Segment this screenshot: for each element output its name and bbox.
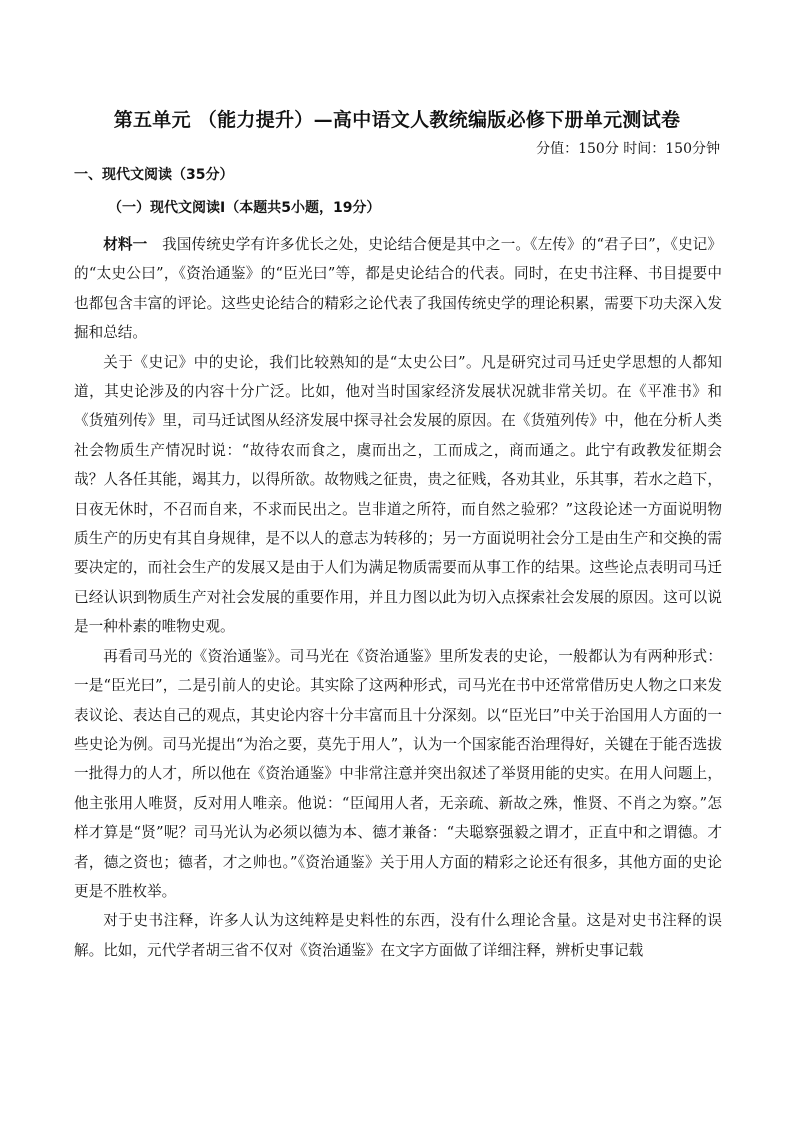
paragraph-3: 再看司马光的《资治通鉴》。司马光在《资治通鉴》里所发表的史论，一般都认为有两种形式：一是“臣光曰”，二是引前人的史论。其实除了这两种形式，司马光在书中还常常借历史人物之口来发表议论、表达自己的观点，其史论内容十分丰富而且十分深刻。以“臣光曰”中关于治国用人方面的一些史论为例。司马光提出“为治之要，莫先于用人”，认为一个国家能否治理得好，关键在于能否选拔一批得力的人才，所以他在《资治通鉴》中非常注意并突出叙述了举贤用能的史实。在用人问题上，他主张用人唯贤，反对用人唯亲。他说：“臣闻用人者，无亲疏、新故之殊，惟贤、不肖之为察。”怎样才算是“贤”呢？司马光认为必须以德为本、德才兼备：“夫聪察强毅之谓才，正直中和之谓德。才者，德之资也；德者，才之帅也。”《资治通鉴》关于用人方面的精彩之论还有很多，其他方面的史论更是不胜枚举。 — [74, 647, 722, 900]
document-title: 第五单元 （能力提升）—高中语文人教统编版必修下册单元测试卷 — [113, 109, 681, 131]
paragraph-1-text: 我国传统史学有许多优长之处，史论结合便是其中之一。《左传》的“君子曰”，《史记》的“太史公曰”，《资治通鉴》的“臣光曰”等，都是史论结合的代表。同时，在史书注释、书目提要中也都包含丰富的评论。这些史论结合的精彩之论代表了我国传统史学的理论积累，需要下功夫深入发掘和总结。 — [74, 236, 722, 342]
section-heading: 一、现代文阅读（35分） — [74, 167, 234, 183]
paragraph-4: 对于史书注释，许多人认为这纯粹是史料性的东西，没有什么理论含量。这是对史书注释的误解。比如，元代学者胡三省不仅对《资治通鉴》在文字方面做了详细注释，辨析史事记载 — [74, 912, 722, 959]
subsection-heading: （一）现代文阅读Ⅰ（本题共5小题，19分） — [108, 200, 381, 216]
score-time-info: 分值：150分 时间：150分钟 — [536, 141, 720, 157]
material-label: 材料一 — [103, 236, 148, 253]
paragraph-1 — [74, 230, 722, 348]
article-body — [74, 230, 722, 965]
paragraph-2: 关于《史记》中的史论，我们比较熟知的是“太史公曰”。凡是研究过司马迁史学思想的人都知道，其史论涉及的内容十分广泛。比如，他对当时国家经济发展状况就非常关切。在《平准书》和《货殖列传》里，司马迁试图从经济发展中探寻社会发展的原因。在《货殖列传》中，他在分析人类社会物质生产情况时说：“故待农而食之，虞而出之，工而成之，商而通之。此宁有政教发征期会哉？人各任其能，竭其力，以得所欲。故物贱之征贵，贵之征贱，各劝其业，乐其事，若水之趋下，日夜无休时，不召而自来，不求而民出之。岂非道之所符，而自然之验邪？”这段论述一方面说明物质生产的历史有其自身规律，是不以人的意志为转移的；另一方面说明社会分工是由生产和交换的需要决定的，而社会生产的发展又是由于人们为满足物质需要而从事工作的结果。这些论点表明司马迁已经认识到物质生产对社会发展的重要作用，并且力图以此为切入点探索社会发展的原因。这可以说是一种朴素的唯物史观。 — [74, 353, 722, 636]
